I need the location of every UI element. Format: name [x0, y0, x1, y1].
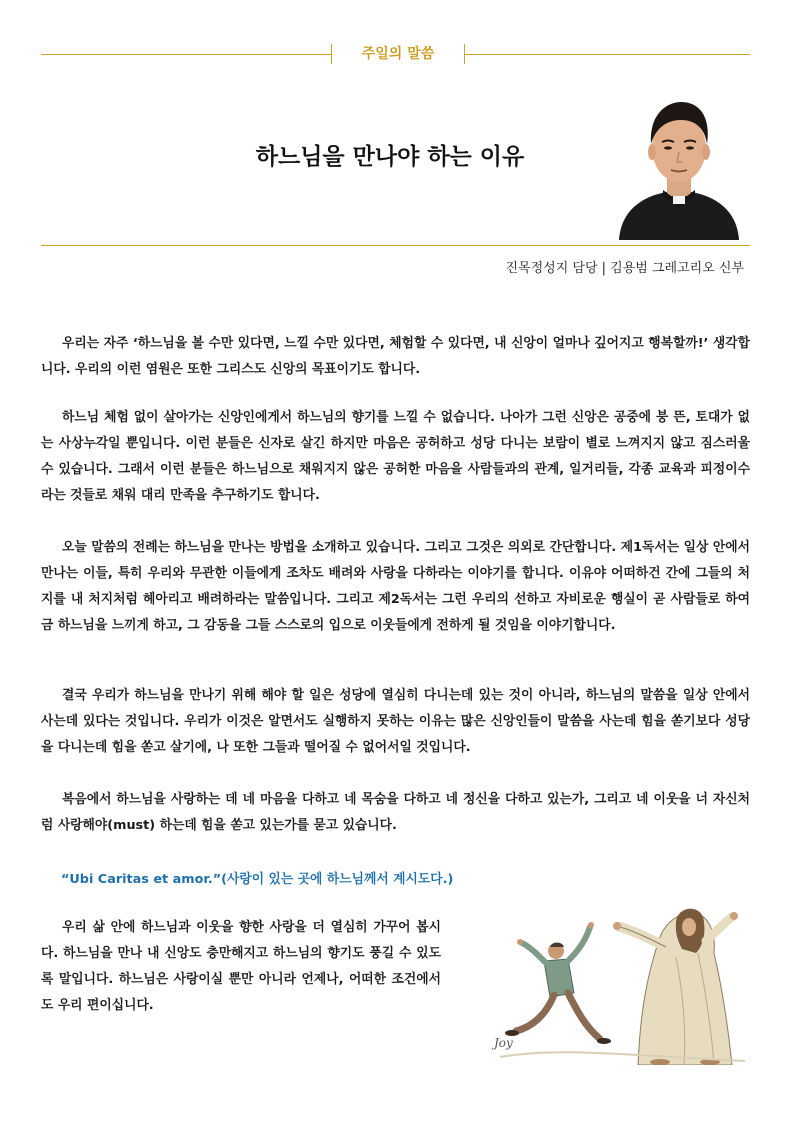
paragraph-3: 오늘 말씀의 전례는 하느님을 만나는 방법을 소개하고 있습니다. 그리고 그것은 의외로 간단합니다. 제1독서는 일상 안에서 만나는 이들, 특히 우리와 무관한 이들에게 조차도 배려와 사랑을 다하라는 이야기를 합니다. 이유야 어떠하건 간에 그들의 처지를 내 처지처럼 헤아리고 배려하라는 말씀입니다. 그리고 제2독서는 그런 우리의 선하고 자비로운 행실이 곧 사람들로 하여금 하느님을 느끼게 하고, 그 감동을 그들 스스로의 입으로 이웃들에게 전하게 될 것임을 이야기합니다.	[41, 540, 750, 633]
artist-signature: Joy	[494, 1036, 513, 1050]
author-portrait	[615, 92, 743, 240]
section-label: 주일의 말씀	[361, 46, 435, 62]
paragraph-1: 우리는 자주 ‘하느님을 볼 수만 있다면, 느낄 수만 있다면, 체험할 수 있다면, 내 신앙이 얼마나 깊어지고 행복할까!’ 생각합니다. 우리의 이런 염원은 또한 그리스도 신앙의 목표이기도 합니다.	[41, 336, 750, 377]
header-divider	[41, 245, 750, 246]
author-byline: 진목정성지 담당 | 김용범 그레고리오 신부	[505, 261, 744, 276]
embrace-illustration	[470, 897, 745, 1065]
header-rule-left	[41, 54, 331, 55]
paragraph-2: 하느님 체험 없이 살아가는 신앙인에게서 하느님의 향기를 느낄 수 없습니다. 나아가 그런 신앙은 공중에 붕 뜬, 토대가 없는 사상누각일 뿐입니다. 이런 분들은 신자로 살긴 하지만 마음은 공허하고 성당 다니는 보람이 별로 느껴지지 않고 짐스러울 수 있습니다. 그래서 이런 분들은 하느님으로 채워지지 않은 공허한 마음을 사람들과의 관계, 일거리들, 각종 교육과 피정이수라는 것들로 채워 대리 만족을 추구하기도 합니다.	[41, 410, 750, 503]
article-title: 하느님을 만나야 하는 이유	[255, 144, 525, 170]
paragraph-5: 복음에서 하느님을 사랑하는 데 네 마음을 다하고 네 목숨을 다하고 네 정신을 다하고 있는가, 그리고 네 이웃을 너 자신처럼 사랑해야(must) 하는데 힘을 쏟고 있는가를 묻고 있습니다.	[41, 792, 750, 833]
paragraph-4: 결국 우리가 하느님을 만나기 위해 해야 할 일은 성당에 열심히 다니는데 있는 것이 아니라, 하느님의 말씀을 일상 안에서 사는데 있다는 것입니다. 우리가 이것은 알면서도 실행하지 못하는 이유는 많은 신앙인들이 말씀을 사는데 힘을 쏟기보다 성당을 다니는데 힘을 쏟고 살기에, 나 또한 그들과 떨어질 수 없어서일 것입니다.	[41, 688, 750, 755]
header-rule-right	[465, 54, 750, 55]
closing-paragraph: 우리 삶 안에 하느님과 이웃을 향한 사랑을 더 열심히 가꾸어 봅시다. 하느님을 만나 내 신앙도 충만해지고 하느님의 향기도 풍길 수 있도록 말입니다. 하느님은 사랑이실 뿐만 아니라 언제나, 어떠한 조건에서도 우리 편이십니다.	[41, 920, 441, 1013]
latin-quote: “Ubi Caritas et amor.”(사랑이 있는 곳에 하느님께서 계시도다.)	[61, 872, 454, 887]
